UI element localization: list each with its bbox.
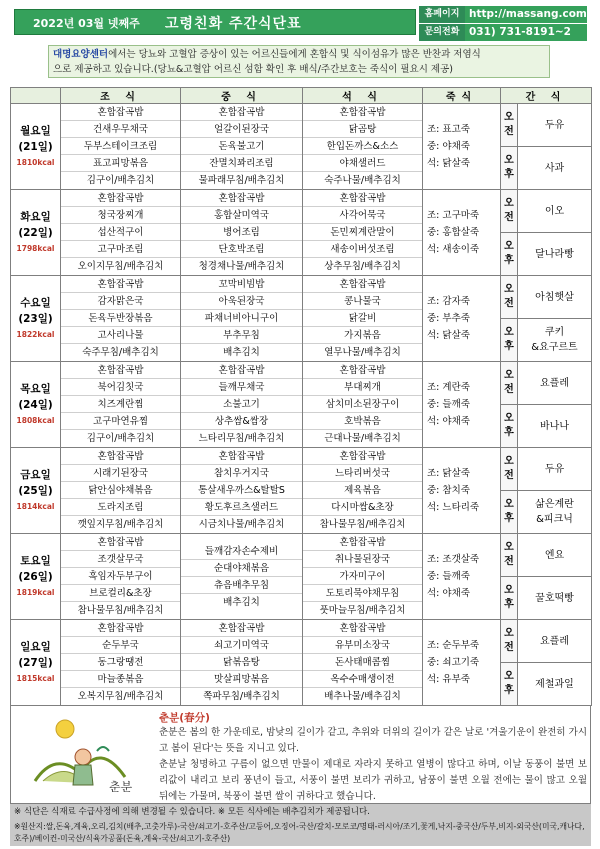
snack-pm: 꿀호떡빵 <box>518 577 592 620</box>
menu-item: 혼합잡곡밥 <box>61 620 180 637</box>
menu-item: 섭산적구이 <box>61 224 180 241</box>
menu-item: 소불고기 <box>181 396 302 413</box>
dinner-cell <box>303 104 423 190</box>
snack-pm: 사과 <box>518 147 592 190</box>
menu-item: 참나물무침/배추김치 <box>77 605 164 616</box>
snack-pm: 달나라빵 <box>518 233 592 276</box>
menu-item: 황도후르츠샐러드 <box>181 499 302 516</box>
porridge-item: 중: 야채죽 <box>427 141 470 152</box>
menu-item: 츄음배추무침 <box>181 577 302 594</box>
dinner-cell <box>303 276 423 362</box>
menu-item: 들깨감자손수제비 <box>181 543 302 560</box>
menu-item: 조갯살무국 <box>61 551 180 568</box>
day-name: 화요일 <box>20 210 51 223</box>
day-date: (21일) <box>18 140 53 153</box>
breakfast-cell <box>61 448 181 534</box>
pm-label: 오 후 <box>501 577 518 620</box>
menu-item: 느타리무침/배추김치 <box>198 433 285 444</box>
menu-item: 흑임자두부구이 <box>61 568 180 585</box>
menu-item: 상추무침/배추김치 <box>324 261 401 272</box>
day-kcal: 1815kcal <box>16 673 55 683</box>
porridge-item: 석: 닭살죽 <box>427 330 470 341</box>
lunch-cell <box>181 534 303 620</box>
homepage-row <box>419 6 587 23</box>
season-title: 춘분(春分) <box>159 712 210 724</box>
lunch-cell <box>181 362 303 448</box>
porridge-item: 중: 쇠고기죽 <box>427 657 480 668</box>
snack-pm: 삶은계란 &피크닉 <box>518 491 592 534</box>
menu-item: 삼치미소된장구이 <box>303 396 422 413</box>
day-cell <box>11 190 61 276</box>
menu-item: 오이지무침/배추김치 <box>77 261 164 272</box>
footer-note: ※ 식단은 식재료 수급사정에 의해 변경될 수 있습니다. ※ 모든 식사에는 배추김치가 제공됩니다. <box>10 804 591 820</box>
menu-item: 혼합잡곡밥 <box>61 276 180 293</box>
pm-label: 오 후 <box>501 233 518 276</box>
menu-item: 다시마쌈&초장 <box>303 499 422 516</box>
lunch-cell <box>181 276 303 362</box>
day-cell <box>11 620 61 706</box>
breakfast-cell <box>61 104 181 190</box>
menu-item: 홍합살미역국 <box>181 207 302 224</box>
page-title: 고령친화 주간식단표 <box>165 16 302 32</box>
lunch-cell <box>181 104 303 190</box>
dinner-cell <box>303 620 423 706</box>
porridge-item: 석: 유부죽 <box>427 674 470 685</box>
table-row <box>11 620 592 663</box>
snack-am: 엔요 <box>518 534 592 577</box>
porridge-item: 조: 표고죽 <box>427 124 470 135</box>
menu-item: 혼합잡곡밥 <box>181 620 302 637</box>
season-body <box>159 725 587 805</box>
footer-origin: ※원산지:쌀,돈육,계육,오리,김치(배추,고춧가루)-국산/쇠고기-호주산/고등어,오징어-국산/갈치-모로코/명태-러시아/조기,꽃게,낙지-중국산/두부,비지-외국산(미국,캐나다,호주)/베이컨-미국산/식육가공품(돈육,계육-국산/쇠고기-호주산) <box>10 820 591 846</box>
table-row <box>11 362 592 405</box>
menu-item: 얼갈이된장국 <box>181 121 302 138</box>
menu-item: 야채샐러드 <box>303 155 422 172</box>
col-lunch: 중 식 <box>181 88 303 104</box>
menu-item: 배추나물/배추김치 <box>324 691 401 702</box>
menu-item: 열무나물/배추김치 <box>324 347 401 358</box>
snack-pm: 쿠키 &요구르트 <box>518 319 592 362</box>
porridge-cell <box>423 362 501 448</box>
menu-item: 김구이/배추김치 <box>86 433 155 444</box>
pm-label: 오 후 <box>501 147 518 190</box>
menu-item: 도라지조림 <box>61 499 180 516</box>
menu-item: 한입돈까스&소스 <box>303 138 422 155</box>
porridge-item: 조: 순두부죽 <box>427 640 480 651</box>
menu-item: 청국장찌개 <box>61 207 180 224</box>
dinner-cell <box>303 448 423 534</box>
phone-label: 문의전화 <box>419 24 465 41</box>
day-date: (22일) <box>18 226 53 239</box>
menu-item: 물파래무침/배추김치 <box>198 175 285 186</box>
menu-item: 통살새우까스&탈탈S <box>181 482 302 499</box>
notice-line2: 으로 제공하고 있습니다.(당뇨&고혈압 어르신 섬함 확인 후 배식/주간보호는 죽식이 필요시 제공) <box>53 64 453 75</box>
porridge-item: 조: 닭살죽 <box>427 468 470 479</box>
day-date: (24일) <box>18 398 53 411</box>
porridge-item: 중: 들깨죽 <box>427 399 470 410</box>
menu-item: 혼합잡곡밥 <box>303 448 422 465</box>
am-label: 오 전 <box>501 534 518 577</box>
menu-item: 혼합잡곡밥 <box>303 104 422 121</box>
menu-item: 깻잎지무침/배추김치 <box>77 519 164 530</box>
menu-item: 혼합잡곡밥 <box>61 534 180 551</box>
porridge-item: 조: 고구마죽 <box>427 210 480 221</box>
menu-item: 북어김칫국 <box>61 379 180 396</box>
menu-item: 치즈계란찜 <box>61 396 180 413</box>
title-band <box>14 9 416 35</box>
snack-pm: 바나나 <box>518 405 592 448</box>
menu-item: 콩나물국 <box>303 293 422 310</box>
porridge-cell <box>423 190 501 276</box>
menu-item: 혼합잡곡밥 <box>61 104 180 121</box>
porridge-item: 석: 느타리죽 <box>427 502 480 513</box>
menu-item: 혼합잡곡밥 <box>61 448 180 465</box>
porridge-item: 석: 야채죽 <box>427 416 470 427</box>
table-row <box>11 276 592 319</box>
menu-item: 옥수수매생이전 <box>303 671 422 688</box>
menu-item: 닭볶음탕 <box>181 654 302 671</box>
menu-item: 돈육두반장볶음 <box>61 310 180 327</box>
menu-item: 사각어묵국 <box>303 207 422 224</box>
porridge-cell <box>423 104 501 190</box>
menu-item: 유부미소장국 <box>303 637 422 654</box>
day-cell <box>11 448 61 534</box>
col-snack: 간 식 <box>501 88 592 104</box>
menu-item: 잔멸치꽈리조림 <box>181 155 302 172</box>
homepage-label: 홈페이지 <box>419 6 465 23</box>
notice-line1: 에서는 당뇨와 고혈압 증상이 있는 어르신들에게 혼합식 및 식이섬유가 많은 반찬과 저염식 <box>108 49 481 60</box>
menu-item: 돈육불고기 <box>181 138 302 155</box>
table-row <box>11 104 592 147</box>
menu-item: 들깨무채국 <box>181 379 302 396</box>
day-cell <box>11 362 61 448</box>
menu-item: 혼합잡곡밥 <box>61 362 180 379</box>
menu-item: 부추무침 <box>181 327 302 344</box>
day-date: (23일) <box>18 312 53 325</box>
season-para-2: 춘분날 청명하고 구름이 없으면 만물이 제대로 자라지 못하고 열병이 많다고 하며, 이날 동풍이 불면 보리값이 내리고 보리 풍년이 들고, 서풍이 불면 보리가 귀하고, 남풍이 불면 오월 전에는 물이 많고 오월 뒤에는 가물며, 북풍이 불면 쌀이 귀하다고 했습니다. <box>159 759 587 802</box>
day-cell <box>11 276 61 362</box>
breakfast-cell <box>61 276 181 362</box>
porridge-item: 중: 홍합살죽 <box>427 227 480 238</box>
porridge-item: 조: 감자죽 <box>427 296 470 307</box>
menu-item: 순두부국 <box>61 637 180 654</box>
day-date: (26일) <box>18 570 53 583</box>
notice-brand: 대명요양센터 <box>53 49 109 60</box>
menu-item: 풋마늘무침/배추김치 <box>319 605 406 616</box>
illustration-caption: 춘분 <box>109 780 133 794</box>
menu-item: 부대찌개 <box>303 379 422 396</box>
porridge-cell <box>423 620 501 706</box>
menu-item: 두부스테이크조림 <box>61 138 180 155</box>
day-kcal: 1819kcal <box>16 587 55 597</box>
menu-item: 순대야채볶음 <box>181 560 302 577</box>
menu-item: 건새우무채국 <box>61 121 180 138</box>
menu-item: 혼합잡곡밥 <box>181 104 302 121</box>
day-name: 토요일 <box>20 554 51 567</box>
menu-item: 파채너비아니구이 <box>181 310 302 327</box>
porridge-item: 중: 참치죽 <box>427 485 470 496</box>
spring-illustration <box>25 711 145 799</box>
col-breakfast: 조 식 <box>61 88 181 104</box>
homepage-link[interactable]: http://massang.com <box>465 6 587 23</box>
menu-item: 상추쌈&쌈장 <box>181 413 302 430</box>
menu-item: 숙주무침/배추김치 <box>82 347 159 358</box>
porridge-item: 석: 닭살죽 <box>427 158 470 169</box>
menu-item: 참나물무침/배추김치 <box>319 519 406 530</box>
day-kcal: 1808kcal <box>16 415 55 425</box>
menu-item: 닭곰탕 <box>303 121 422 138</box>
day-kcal: 1814kcal <box>16 501 55 511</box>
porridge-cell <box>423 448 501 534</box>
menu-item: 혼합잡곡밥 <box>181 362 302 379</box>
menu-item: 돈민찌계란말이 <box>303 224 422 241</box>
breakfast-cell <box>61 190 181 276</box>
menu-item: 청경채나물/배추김치 <box>198 261 285 272</box>
am-label: 오 전 <box>501 276 518 319</box>
snack-pm: 제철과일 <box>518 663 592 706</box>
am-label: 오 전 <box>501 448 518 491</box>
menu-item: 혼합잡곡밥 <box>181 190 302 207</box>
menu-item: 혼합잡곡밥 <box>303 190 422 207</box>
dinner-cell <box>303 190 423 276</box>
menu-item: 제육볶음 <box>303 482 422 499</box>
menu-item: 아욱된장국 <box>181 293 302 310</box>
menu-item: 근대나물/배추김치 <box>324 433 401 444</box>
dinner-cell <box>303 534 423 620</box>
day-kcal: 1822kcal <box>16 329 55 339</box>
day-kcal: 1810kcal <box>16 157 55 167</box>
lunch-cell <box>181 448 303 534</box>
am-label: 오 전 <box>501 190 518 233</box>
porridge-item: 중: 부추죽 <box>427 313 470 324</box>
day-date: (27일) <box>18 656 53 669</box>
menu-item: 쇠고기미역국 <box>181 637 302 654</box>
menu-item: 가지볶음 <box>303 327 422 344</box>
pm-label: 오 후 <box>501 491 518 534</box>
breakfast-cell <box>61 534 181 620</box>
table-row <box>11 190 592 233</box>
menu-item: 호박볶음 <box>303 413 422 430</box>
porridge-item: 석: 야채죽 <box>427 588 470 599</box>
snack-am: 아침햇살 <box>518 276 592 319</box>
menu-item: 고구마연유찜 <box>61 413 180 430</box>
table-row <box>11 448 592 491</box>
menu-item: 표고피망볶음 <box>61 155 180 172</box>
snack-am: 요플레 <box>518 620 592 663</box>
day-name: 목요일 <box>20 382 51 395</box>
menu-item: 마늘종볶음 <box>61 671 180 688</box>
pm-label: 오 후 <box>501 663 518 706</box>
menu-item: 참치우거지국 <box>181 465 302 482</box>
porridge-item: 중: 들깨죽 <box>427 571 470 582</box>
day-name: 수요일 <box>20 296 51 309</box>
day-date: (25일) <box>18 484 53 497</box>
menu-item: 병어조림 <box>181 224 302 241</box>
breakfast-cell <box>61 620 181 706</box>
menu-item: 혼합잡곡밥 <box>181 448 302 465</box>
menu-item: 단호박조림 <box>181 241 302 258</box>
menu-item: 배추김치 <box>223 347 260 358</box>
day-name: 월요일 <box>20 124 51 137</box>
weekly-menu-table <box>10 87 592 706</box>
day-cell <box>11 534 61 620</box>
snack-am: 두유 <box>518 104 592 147</box>
menu-item: 꼬막비빔밥 <box>181 276 302 293</box>
breakfast-cell <box>61 362 181 448</box>
day-name: 금요일 <box>20 468 51 481</box>
snack-am: 두유 <box>518 448 592 491</box>
menu-item: 느타리버섯국 <box>303 465 422 482</box>
header <box>14 4 586 40</box>
menu-item: 돈사태매콤찜 <box>303 654 422 671</box>
season-para-1: 춘분은 봄의 한 가운데로, 밤낮의 길이가 같고, 추위와 더위의 길이가 같은 날로 '겨울기운이 완전히 가시고 봄이 된다'는 뜻을 지니고 있다. <box>159 727 587 754</box>
menu-item: 시금치나물/배추김치 <box>198 519 285 530</box>
snack-am: 이오 <box>518 190 592 233</box>
day-kcal: 1798kcal <box>16 243 55 253</box>
notice-box <box>48 45 550 78</box>
table-row <box>11 534 592 577</box>
day-cell <box>11 104 61 190</box>
menu-item: 시래기된장국 <box>61 465 180 482</box>
menu-item: 혼합잡곡밥 <box>303 362 422 379</box>
am-label: 오 전 <box>501 362 518 405</box>
lunch-cell <box>181 620 303 706</box>
dinner-cell <box>303 362 423 448</box>
porridge-item: 조: 조갯살죽 <box>427 554 480 565</box>
col-porridge: 죽식 <box>423 88 501 104</box>
porridge-cell <box>423 534 501 620</box>
am-label: 오 전 <box>501 620 518 663</box>
menu-item: 김구이/배추김치 <box>86 175 155 186</box>
phone-number: 031) 731-8191~2 <box>465 24 587 41</box>
menu-item: 감자맑은국 <box>61 293 180 310</box>
porridge-item: 석: 새송이죽 <box>427 244 480 255</box>
snack-am: 요플레 <box>518 362 592 405</box>
menu-item: 오복지무침/배추김치 <box>77 691 164 702</box>
menu-item: 취나물된장국 <box>303 551 422 568</box>
phone-row <box>419 24 587 41</box>
lunch-cell <box>181 190 303 276</box>
menu-item: 배추김치 <box>223 596 260 608</box>
menu-item: 닭갈비 <box>303 310 422 327</box>
menu-item: 숙주나물/배추김치 <box>324 175 401 186</box>
menu-item: 새송이버섯조림 <box>303 241 422 258</box>
col-dinner: 석 식 <box>303 88 423 104</box>
menu-item: 혼합잡곡밥 <box>303 534 422 551</box>
week-label: 2022년 03월 넷째주 <box>33 17 140 30</box>
menu-item: 도토리묵야채무침 <box>303 585 422 602</box>
menu-item: 혼합잡곡밥 <box>61 190 180 207</box>
pm-label: 오 후 <box>501 319 518 362</box>
pm-label: 오 후 <box>501 405 518 448</box>
menu-item: 고사리나물 <box>61 327 180 344</box>
col-day <box>11 88 61 104</box>
menu-item: 동그랑땡전 <box>61 654 180 671</box>
porridge-item: 조: 계란죽 <box>427 382 470 393</box>
day-name: 일요일 <box>20 640 51 653</box>
am-label: 오 전 <box>501 104 518 147</box>
menu-item: 쪽파무침/배추김치 <box>203 691 280 702</box>
menu-item: 혼합잡곡밥 <box>303 276 422 293</box>
menu-item: 맛살피망볶음 <box>181 671 302 688</box>
menu-item: 닭안심야채볶음 <box>61 482 180 499</box>
porridge-cell <box>423 276 501 362</box>
menu-item: 고구마조림 <box>61 241 180 258</box>
menu-item: 브로컬리&초장 <box>61 585 180 602</box>
seasonal-note <box>10 705 591 804</box>
menu-item: 혼합잡곡밥 <box>303 620 422 637</box>
menu-item: 가자미구이 <box>303 568 422 585</box>
